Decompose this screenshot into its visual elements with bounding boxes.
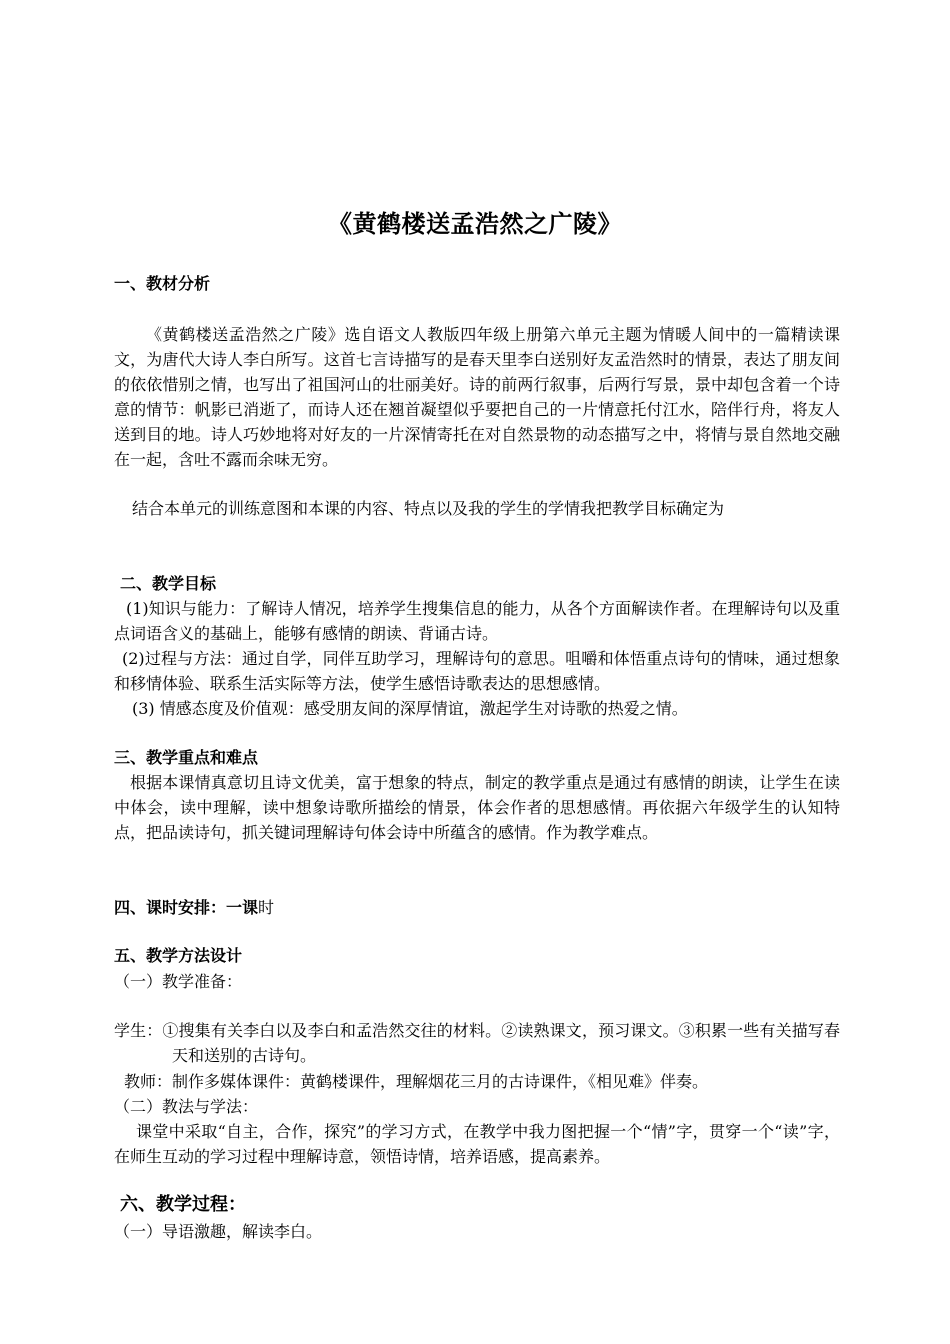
- materials-paragraph: 《黄鹤楼送孟浩然之广陵》选自语文人教版四年级上册第六单元主题为情暖人间中的一篇精读课文，为唐代大诗人李白所写。这首七言诗描写的是春天里李白送别好友孟浩然时的情景，表达了朋友间的依依惜别之情，也写出了祖国河山的壮丽美好。诗的前两行叙事，后两行写景，景中却包含着一个诗意的情节：帆影已消逝了，而诗人还在翘首凝望似乎要把自己的一片情意托付江水，陪伴行舟，将友人送到目的地。诗人巧妙地将对好友的一片深情寄托在对自然景物的动态描写之中，将情与景自然地交融在一起，含吐不露而余味无穷。: [114, 325, 840, 469]
- subheading-methods: （二）教法与学法：: [114, 1097, 259, 1116]
- section-heading-key-points: 三、教学重点和难点: [114, 748, 259, 767]
- teacher-preparation: 教师：制作多媒体课件：黄鹤楼课件，理解烟花三月的古诗课件，《相见难》伴奏。: [124, 1072, 709, 1091]
- key-points-paragraph: 根据本课情真意切且诗文优美，富于想象的特点，制定的教学重点是通过有感情的朗读，让学生在读中体会，读中理解，读中想象诗歌所描绘的情景，体会作者的思想感情。再依据六年级学生的认知特点，把品读诗句，抓关键词理解诗句体会诗中所蕴含的感情。作为教学难点。: [114, 773, 840, 842]
- section-heading-methods: 五、教学方法设计: [114, 946, 243, 965]
- section-heading-schedule: [114, 896, 274, 920]
- goal-knowledge: (1)知识与能力：了解诗人情况，培养学生搜集信息的能力，从各个方面解读作者。在理解诗句以及重点词语含义的基础上，能够有感情的朗读、背诵古诗。: [114, 599, 840, 643]
- subheading-intro: （一）导语激趣，解读李白。: [114, 1222, 323, 1241]
- schedule-unit: 时: [258, 898, 275, 917]
- schedule-label: 四、课时安排：一课: [114, 898, 259, 917]
- section-heading-process: 六、教学过程：: [120, 1194, 246, 1215]
- document-title: 《黄鹤楼送孟浩然之广陵》: [328, 209, 622, 238]
- section-heading-materials: 一、教材分析: [114, 274, 211, 293]
- goal-process: (2)过程与方法：通过自学，同伴互助学习，理解诗句的意思。咀嚼和体悟重点诗句的情味，通过想象和移情体验、联系生活实际等方法，使学生感悟诗歌表达的思想感情。: [114, 649, 840, 693]
- student-preparation: 学生：①搜集有关李白以及李白和孟浩然交往的材料。②读熟课文，预习课文。③积累一些有关描写春天和送别的古诗句。: [114, 1021, 840, 1065]
- materials-paragraph-2: 结合本单元的训练意图和本课的内容、特点以及我的学生的学情我把教学目标确定为: [132, 499, 725, 518]
- goal-emotion: (3) 情感态度及价值观：感受朋友间的深厚情谊，激起学生对诗歌的热爱之情。: [132, 699, 688, 718]
- methods-paragraph: 课堂中采取“自主，合作，探究”的学习方式，在教学中我力图把握一个“情”字，贯穿一个“读”字，在师生互动的学习过程中理解诗意，领悟诗情，培养语感，提高素养。: [114, 1122, 840, 1166]
- section-heading-goals: 二、教学目标: [120, 574, 217, 593]
- subheading-preparation: （一）教学准备：: [114, 972, 243, 991]
